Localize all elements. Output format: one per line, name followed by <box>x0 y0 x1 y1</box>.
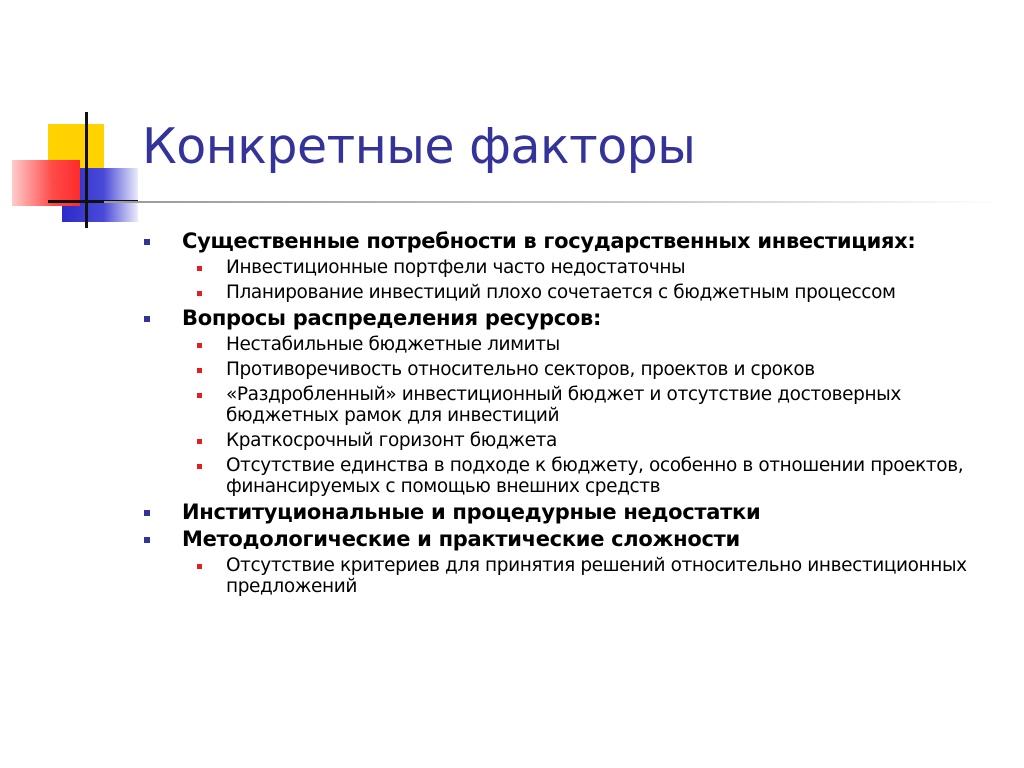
list-item <box>142 501 1002 524</box>
square-bullet-icon <box>144 239 150 245</box>
sub-list-item <box>182 384 1002 426</box>
square-bullet-icon <box>197 564 202 569</box>
sub-list <box>182 334 1002 497</box>
sub-list-item <box>182 334 1002 355</box>
square-bullet-icon <box>144 537 150 543</box>
sub-list-item-text: «Раздробленный» инвестиционный бюджет и отсутствие достоверных бюджетных рамок для инвестиций <box>226 384 901 426</box>
bullet-list <box>142 230 1002 601</box>
square-bullet-icon <box>144 316 150 322</box>
square-bullet-icon <box>197 464 202 469</box>
square-bullet-icon <box>197 393 202 398</box>
sub-list-item-text: Инвестиционные портфели часто недостаточны <box>226 257 686 278</box>
square-bullet-icon <box>197 439 202 444</box>
sub-list <box>182 555 1002 597</box>
sub-list-item <box>182 282 1002 303</box>
sub-list-item <box>182 257 1002 278</box>
square-bullet-icon <box>197 266 202 271</box>
list-item-text: Существенные потребности в государственных инвестициях: <box>182 229 916 253</box>
sub-list-item-text: Нестабильные бюджетные лимиты <box>226 334 560 355</box>
sub-list-item-text: Противоречивость относительно секторов, проектов и сроков <box>226 359 815 380</box>
list-item-text: Вопросы распределения ресурсов: <box>182 306 602 330</box>
title-divider <box>104 201 1004 203</box>
decorative-logo <box>0 0 140 240</box>
sub-list-item-text: Отсутствие критериев для принятия решений относительно инвестиционных предложений <box>226 555 967 597</box>
list-item <box>142 528 1002 597</box>
square-bullet-icon <box>144 510 150 516</box>
list-item <box>142 230 1002 303</box>
sub-list-item <box>182 430 1002 451</box>
sub-list-item <box>182 555 1002 597</box>
sub-list-item-text: Отсутствие единства в подходе к бюджету, особенно в отношении проектов, финансируемых с помощью внешних средств <box>226 455 964 497</box>
slide-title: Конкретные факторы <box>142 118 696 175</box>
list-item-text: Институциональные и процедурные недостатки <box>182 500 761 524</box>
square-bullet-icon <box>197 291 202 296</box>
logo-vertical-line <box>85 112 88 228</box>
sub-list-item-text: Планирование инвестиций плохо сочетается с бюджетным процессом <box>226 282 896 303</box>
sub-list-item <box>182 455 1002 497</box>
sub-list-item-text: Краткосрочный горизонт бюджета <box>226 430 557 451</box>
sub-list-item <box>182 359 1002 380</box>
list-item <box>142 307 1002 497</box>
sub-list <box>182 257 1002 303</box>
list-item-text: Методологические и практические сложности <box>182 527 740 551</box>
square-bullet-icon <box>197 368 202 373</box>
square-bullet-icon <box>197 343 202 348</box>
